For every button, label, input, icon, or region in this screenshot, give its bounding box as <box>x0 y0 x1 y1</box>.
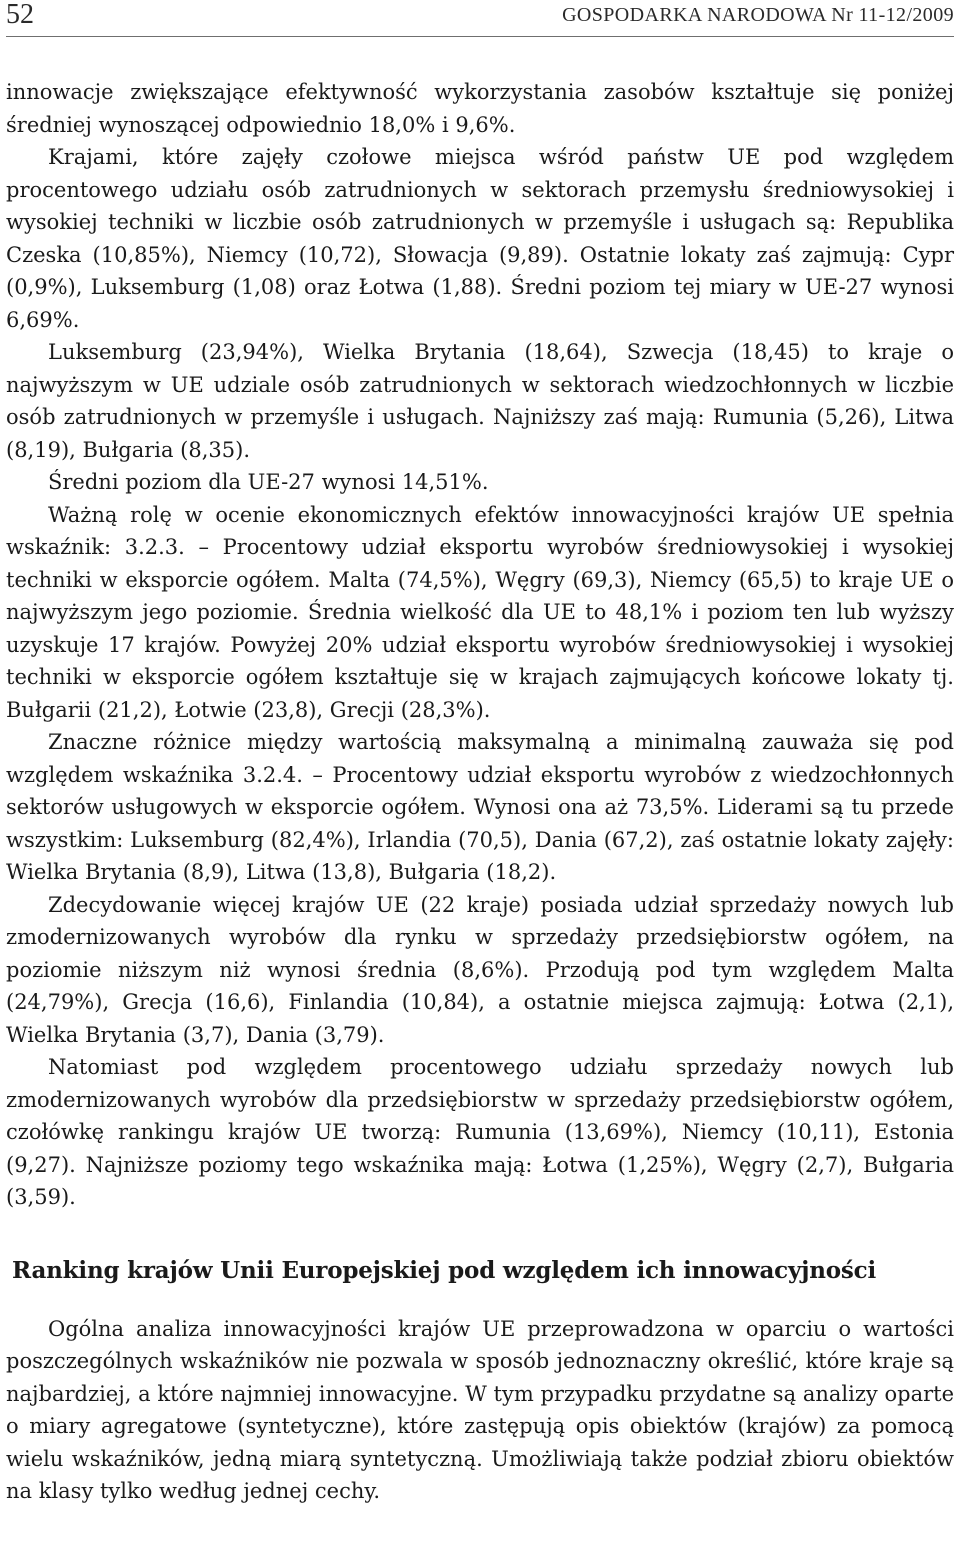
paragraph: Średni poziom dla UE-27 wynosi 14,51%. <box>48 470 489 494</box>
section-heading: Ranking krajów Unii Europejskiej pod względem ich innowacyjności <box>12 1256 876 1284</box>
paragraph: Ogólna analiza innowacyjności krajów UE przeprowadzona w oparciu o wartości poszczególnych wskaźników nie pozwala w sposób jednoznaczny określić, które kraje są najbardziej, a które najmniej innowacyjne. W tym przypadku przydatne są analizy oparte o miary agregatowe (syntetyczne), które zastępują opis obiektów (krajów) za pomocą wielu wskaźników, jedną miarą syntetyczną. Umożliwiają także podział zbioru obiektów na klasy tylko według jednej cechy. <box>6 1316 954 1503</box>
paragraph: Luksemburg (23,94%), Wielka Brytania (18,64), Szwecja (18,45) to kraje o najwyższym w UE udziale osób zatrudnionych w sektorach wiedzochłonnych w liczbie osób zatrudnionych w przemyśle i usługach. Najniższy zaś mają: Rumunia (5,26), Litwa (8,19), Bułgaria (8,35). <box>6 340 954 462</box>
paragraph: Znaczne różnice między wartością maksymalną a minimalną zauważa się pod względem wskaźnika 3.2.4. – Procentowy udział eksportu wyrobów z wiedzochłonnych sektorów usługowych w eksporcie ogółem. Wynosi ona aż 73,5%. Liderami są tu przede wszystkim: Luksemburg (82,4%), Irlandia (70,5), Dania (67,2), zaś ostatnie lokaty zajęły: Wielka Brytania (8,9), Litwa (13,8), Bułgaria (18,2). <box>6 730 954 884</box>
paragraph: Zdecydowanie więcej krajów UE (22 kraje) posiada udział sprzedaży nowych lub zmodernizowanych wyrobów dla rynku w sprzedaży przedsiębiorstw ogółem, na poziomie niższym niż wynosi średnia (8,6%). Przodują pod tym względem Malta (24,79%), Grecja (16,6), Finlandia (10,84), a ostatnie miejsca zajmują: Łotwa (2,1), Wielka Brytania (3,7), Dania (3,79). <box>6 892 954 1047</box>
page-number: 52 <box>6 0 34 30</box>
running-header <box>6 0 954 37</box>
paragraph: Natomiast pod względem procentowego udziału sprzedaży nowych lub zmodernizowanych wyrobów dla przedsiębiorstw w sprzedaży przedsiębiorstw ogółem, czołówkę rankingu krajów UE tworzą: Rumunia (13,69%), Niemcy (10,11), Estonia (9,27). Najniższe poziomy tego wskaźnika mają: Łotwa (1,25%), Węgry (2,7), Bułgaria (3,59). <box>6 1055 954 1209</box>
paragraph: innowacje zwiększające efektywność wykorzystania zasobów kształtuje się poniżej średniej wynoszącej odpowiednio 18,0% i 9,6%. <box>6 80 954 137</box>
section-body <box>6 1313 954 1508</box>
paragraph: Ważną rolę w ocenie ekonomicznych efektów innowacyjności krajów UE spełnia wskaźnik: 3.2.3. – Procentowy udział eksportu wyrobów średniowysokiej i wysokiej techniki w eksporcie ogółem. Malta (74,5%), Węgry (69,3), Niemcy (65,5) to kraje UE o najwyższym jego poziomie. Średnia wielkość dla UE to 48,1% i poziom ten lub wyższy uzyskuje 17 krajów. Powyżej 20% udział eksportu wyrobów średniowysokiej i wysokiej techniki w eksporcie ogółem kształtuje się w krajach zajmujących końcowe lokaty tj. Bułgarii (21,2), Łotwie (23,8), Grecji (28,3%). <box>6 502 954 722</box>
body-text <box>6 76 954 1214</box>
journal-title: GOSPODARKA NARODOWA Nr 11-12/2009 <box>562 4 954 26</box>
paragraph: Krajami, które zajęły czołowe miejsca wśród państw UE pod względem procentowego udziału osób zatrudnionych w sektorach przemysłu średniowysokiej i wysokiej techniki w liczbie osób zatrudnionych w przemyśle i usługach są: Republika Czeska (10,85%), Niemcy (10,72), Słowacja (9,89). Ostatnie lokaty zaś zajmują: Cypr (0,9%), Luksemburg (1,08) oraz Łotwa (1,88). Średni poziom tej miary w UE-27 wynosi 6,69%. <box>6 145 954 332</box>
